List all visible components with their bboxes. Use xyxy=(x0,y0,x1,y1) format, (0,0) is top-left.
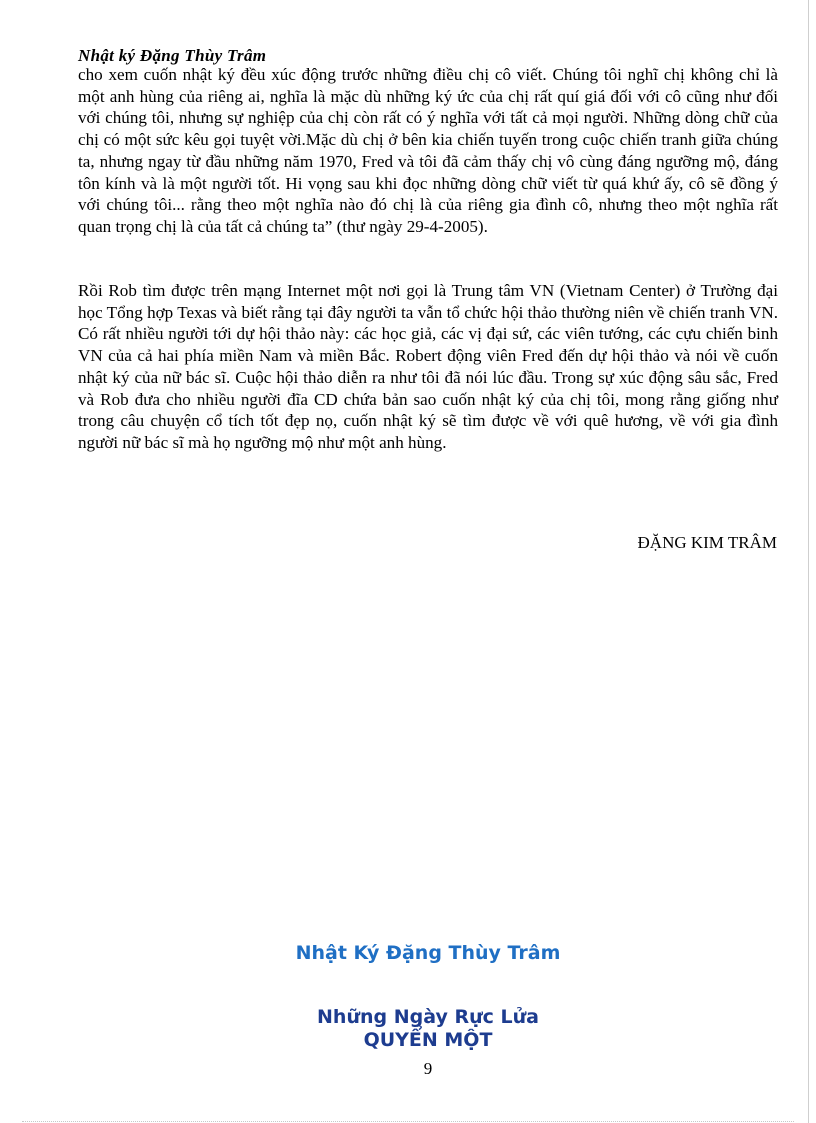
author-signature: ĐẶNG KIM TRÂM xyxy=(637,533,777,552)
page-number: 9 xyxy=(423,1059,433,1078)
body-paragraph-2: Rồi Rob tìm được trên mạng Internet một nơi gọi là Trung tâm VN (Vietnam Center) ở Trường đại học Tổng hợp Texas và biết rằng tại đây người ta vẫn tổ chức hội thảo thường niên về chiến tranh VN. Có rất nhiều người tới dự hội thảo này: các học giả, các vị đại sứ, các viên tướng, các cựu chiến binh VN của cả hai phía miền Nam và miền Bắc. Robert động viên Fred đến dự hội thảo và nói về cuốn nhật ký của nữ bác sĩ. Cuộc hội thảo diễn ra như tôi đã nói lúc đầu. Trong sự xúc động sâu sắc, Fred và Rob đưa cho nhiều người đĩa CD chứa bản sao cuốn nhật ký của chị tôi, mong rằng giống như trong câu chuyện cổ tích tốt đẹp nọ, cuốn nhật ký sẽ tìm được về với quê hương, về với gia đình người nữ bác sĩ mà họ ngưỡng mộ như một anh hùng. xyxy=(78,281,778,452)
footer-book-title: Nhật Ký Đặng Thùy Trâm xyxy=(295,942,561,964)
footer-volume: QUYỂN MỘT xyxy=(363,1029,493,1051)
footer-subtitle: Những Ngày Rực Lửa xyxy=(317,1006,539,1028)
running-header-title: Nhật ký Đặng Thùy Trâm xyxy=(78,46,267,65)
page-bottom-border xyxy=(22,1121,794,1122)
body-paragraph-1: cho xem cuốn nhật ký đều xúc động trước những điều chị cô viết. Chúng tôi nghĩ chị không chỉ là một anh hùng của riêng ai, nghĩa là mặc dù những ký ức của chị rất quí giá đối với cô cũng như đối với chúng tôi, nhưng sự nghiệp của chị còn rất có ý nghĩa với tất cả mọi người. Những dòng chữ của chị có một sức kêu gọi tuyệt vời.Mặc dù chị ở bên kia chiến tuyến trong cuộc chiến tranh giữa chúng ta, nhưng ngay từ đầu những năm 1970, Fred và tôi đã cảm thấy chị vô cùng đáng ngưỡng mộ, đáng tôn kính và là một người tốt. Hi vọng sau khi đọc những dòng chữ viết từ quá khứ ấy, cô sẽ đồng ý với chúng tôi... rằng theo một nghĩa nào đó chị là của riêng gia đình cô, nhưng theo một nghĩa rất quan trọng chị là của tất cả chúng ta” (thư ngày 29-4-2005). xyxy=(78,65,778,236)
